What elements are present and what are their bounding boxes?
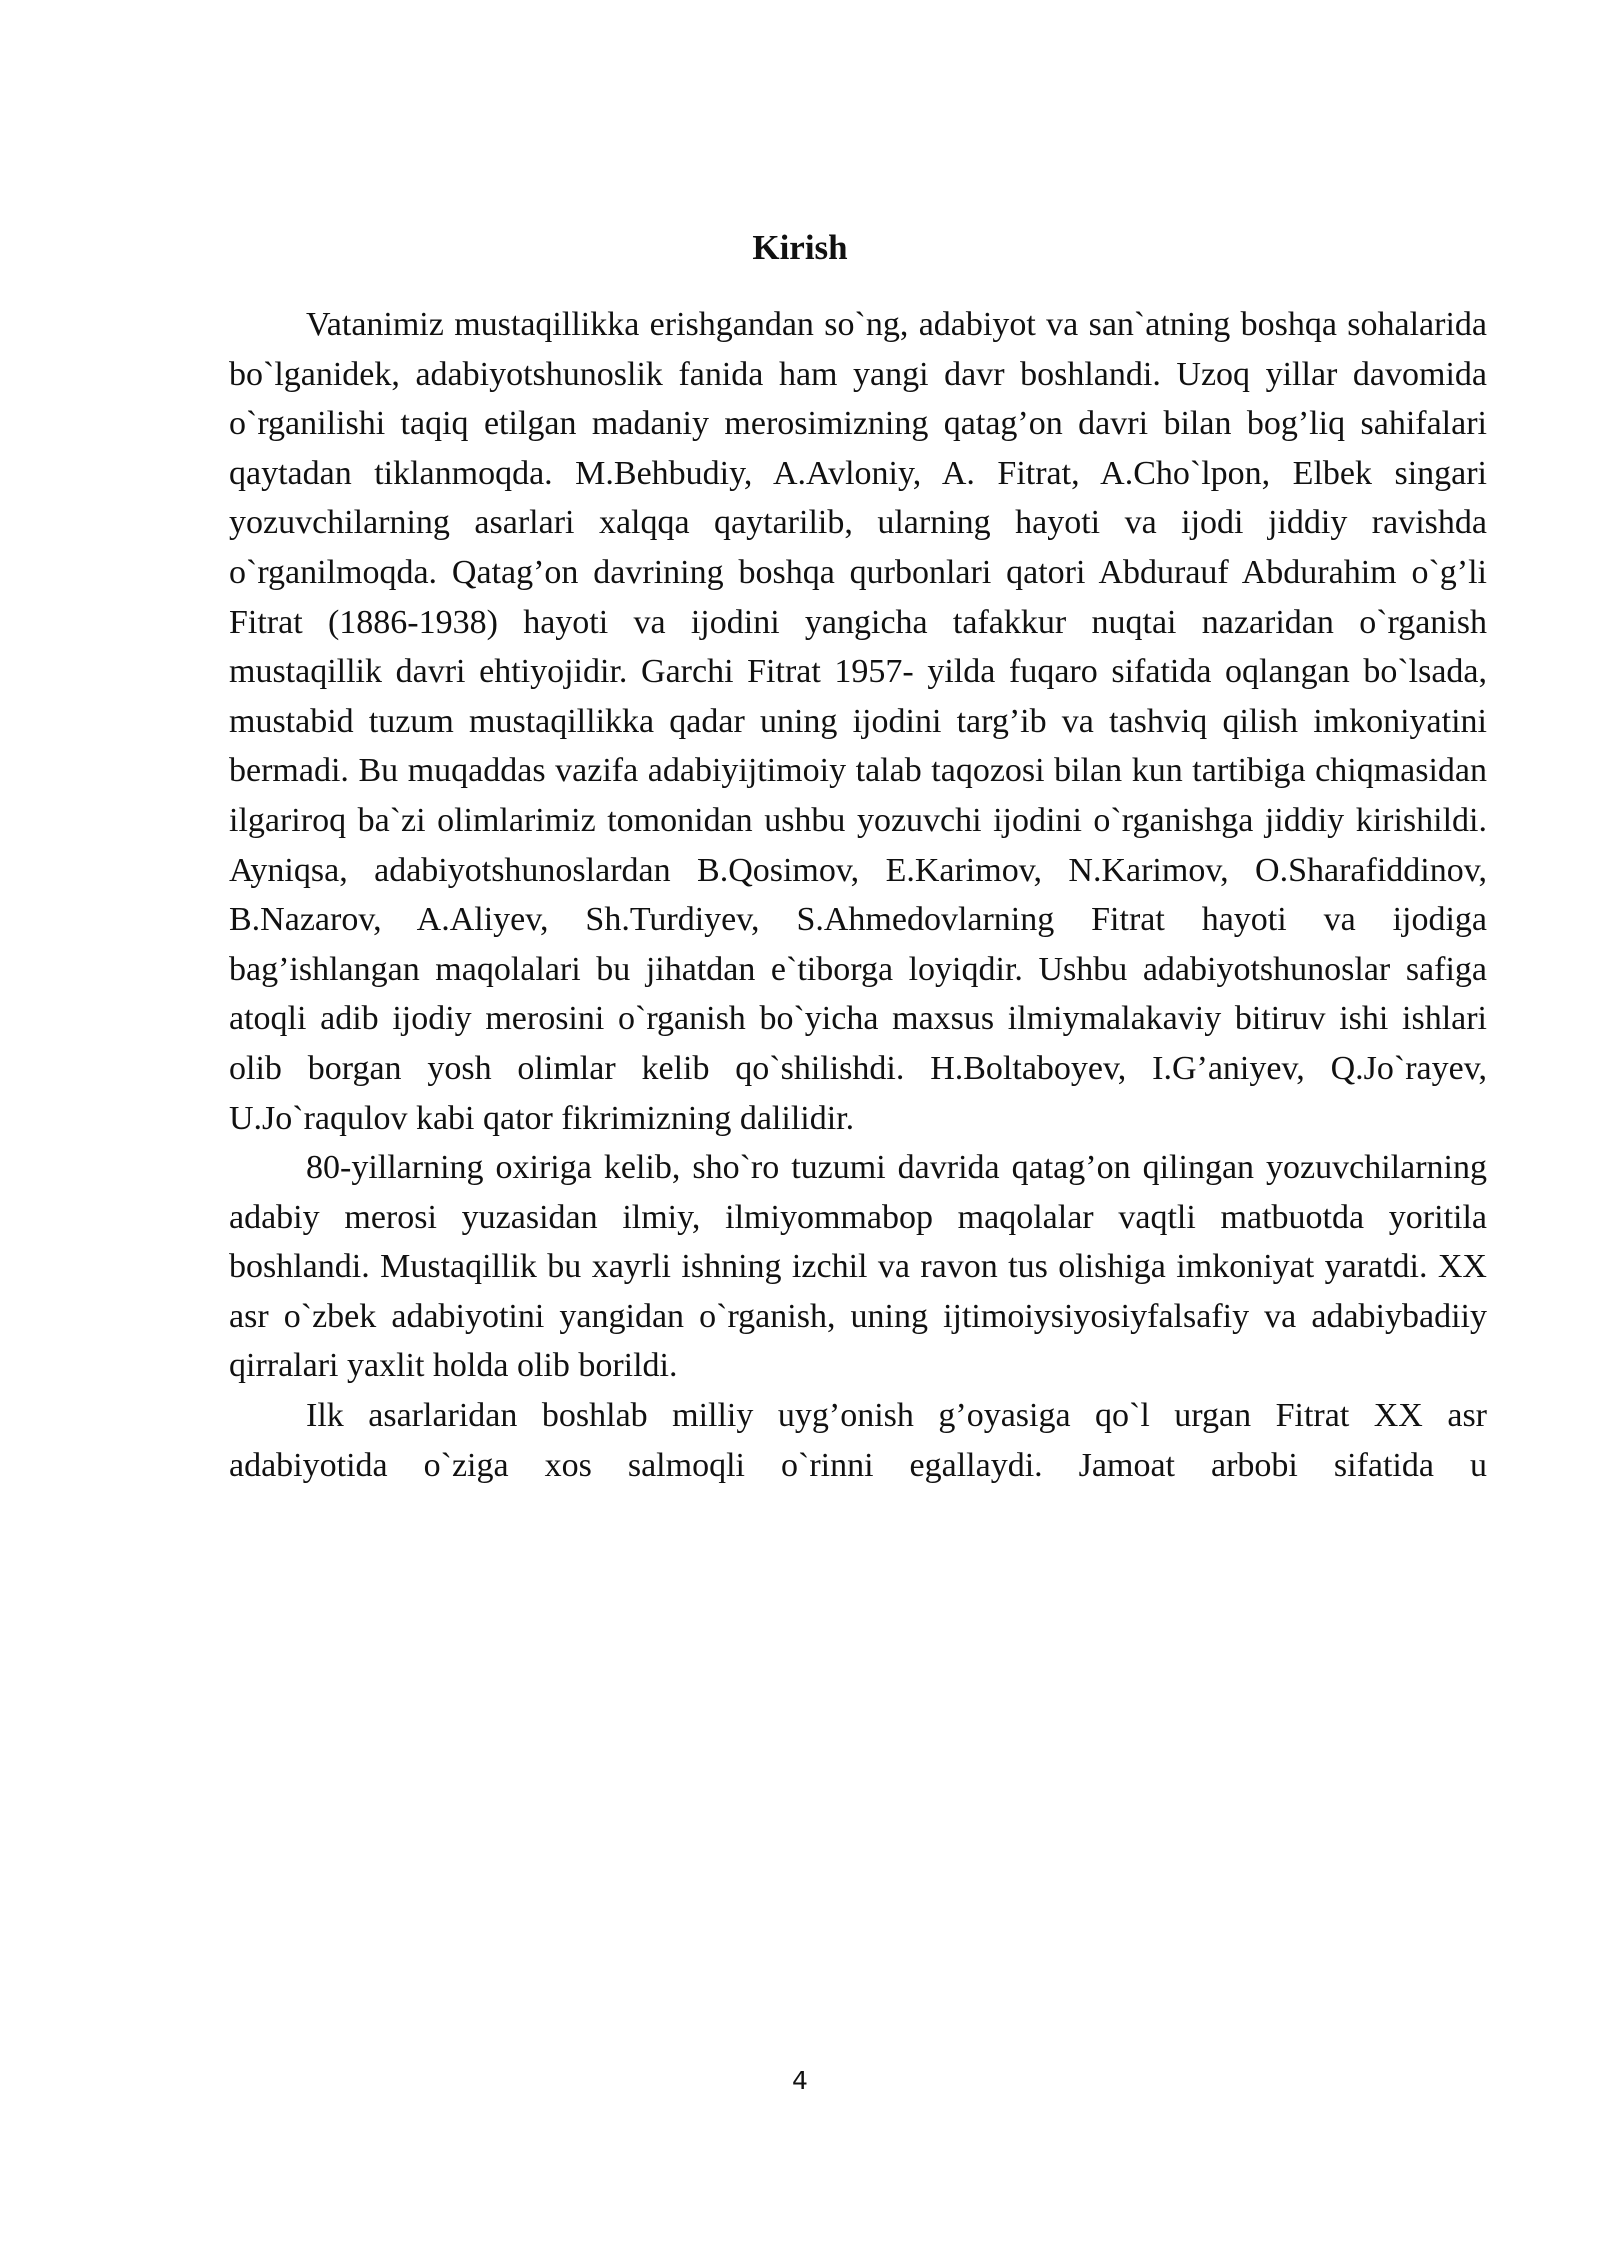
paragraph-3: Ilk asarlaridan boshlab milliy uyg’onish g’oyasiga qo`l urgan Fitrat XX asr adabiyotida o`ziga xos salmoqli o`rinni egallaydi. Jamoat arbobi sifatida u bbox=[229, 1397, 1487, 1484]
page-number: 4 bbox=[792, 2066, 808, 2095]
body-text bbox=[229, 300, 1487, 1490]
paragraph-1: Vatanimiz mustaqillikka erishgandan so`ng, adabiyot va san`atning boshqa sohalarida bo`lganidek, adabiyotshunoslik fanida ham yangi davr boshlandi. Uzoq yillar davomida o`rganilishi taqiq etilgan madaniy merosimizning qatag’on davri bilan bog’liq sahifalari qaytadan tiklanmoqda. M.Behbudiy, A.Avloniy, A. Fitrat, A.Cho`lpon, Elbek singari yozuvchilarning asarlari xalqqa qaytarilib, ularning hayoti va ijodi jiddiy ravishda o`rganilmoqda. Qatag’on davrining boshqa qurbonlari qatori Abdurauf Abdurahim o`g’li Fitrat (1886-1938) hayoti va ijodini yangicha tafakkur nuqtai nazaridan o`rganish mustaqillik davri ehtiyojidir. Garchi Fitrat 1957- yilda fuqaro sifatida oqlangan bo`lsada, mustabid tuzum mustaqillikka qadar uning ijodini targ’ib va tashviq qilish imkoniyatini bermadi. Bu muqaddas vazifa adabiyijtimoiy talab taqozosi bilan kun tartibiga chiqmasidan ilgariroq ba`zi olimlarimiz tomonidan ushbu yozuvchi ijodini o`rganishga jiddiy kirishildi. Ayniqsa, adabiyotshunoslardan B.Qosimov, E.Karimov, N.Karimov, O.Sharafiddinov, B.Nazarov, A.Aliyev, Sh.Turdiyev, S.Ahmedovlarning Fitrat hayoti va ijodiga bag’ishlangan maqolalari bu jihatdan e`tiborga loyiqdir. Ushbu adabiyotshunoslar safiga atoqli adib ijodiy merosini o`rganish bo`yicha maxsus ilmiymalakaviy bitiruv ishi ishlari olib borgan yosh olimlar kelib qo`shilishdi. H.Boltaboyev, I.G’aniyev, Q.Jo`rayev, U.Jo`raqulov kabi qator fikrimizning dalilidir. bbox=[229, 306, 1487, 1137]
paragraph-2: 80-yillarning oxiriga kelib, sho`ro tuzumi davrida qatag’on qilingan yozuvchilarning adabiy merosi yuzasidan ilmiy, ilmiyommabop maqolalar vaqtli matbuotda yoritila boshlandi. Mustaqillik bu xayrli ishning izchil va ravon tus olishiga imkoniyat yaratdi. XX asr o`zbek adabiyotini yangidan o`rganish, uning ijtimoiysiyosiyfalsafiy va adabiybadiiy qirralari yaxlit holda olib borildi. bbox=[229, 1149, 1487, 1385]
section-heading: Kirish bbox=[752, 228, 848, 267]
